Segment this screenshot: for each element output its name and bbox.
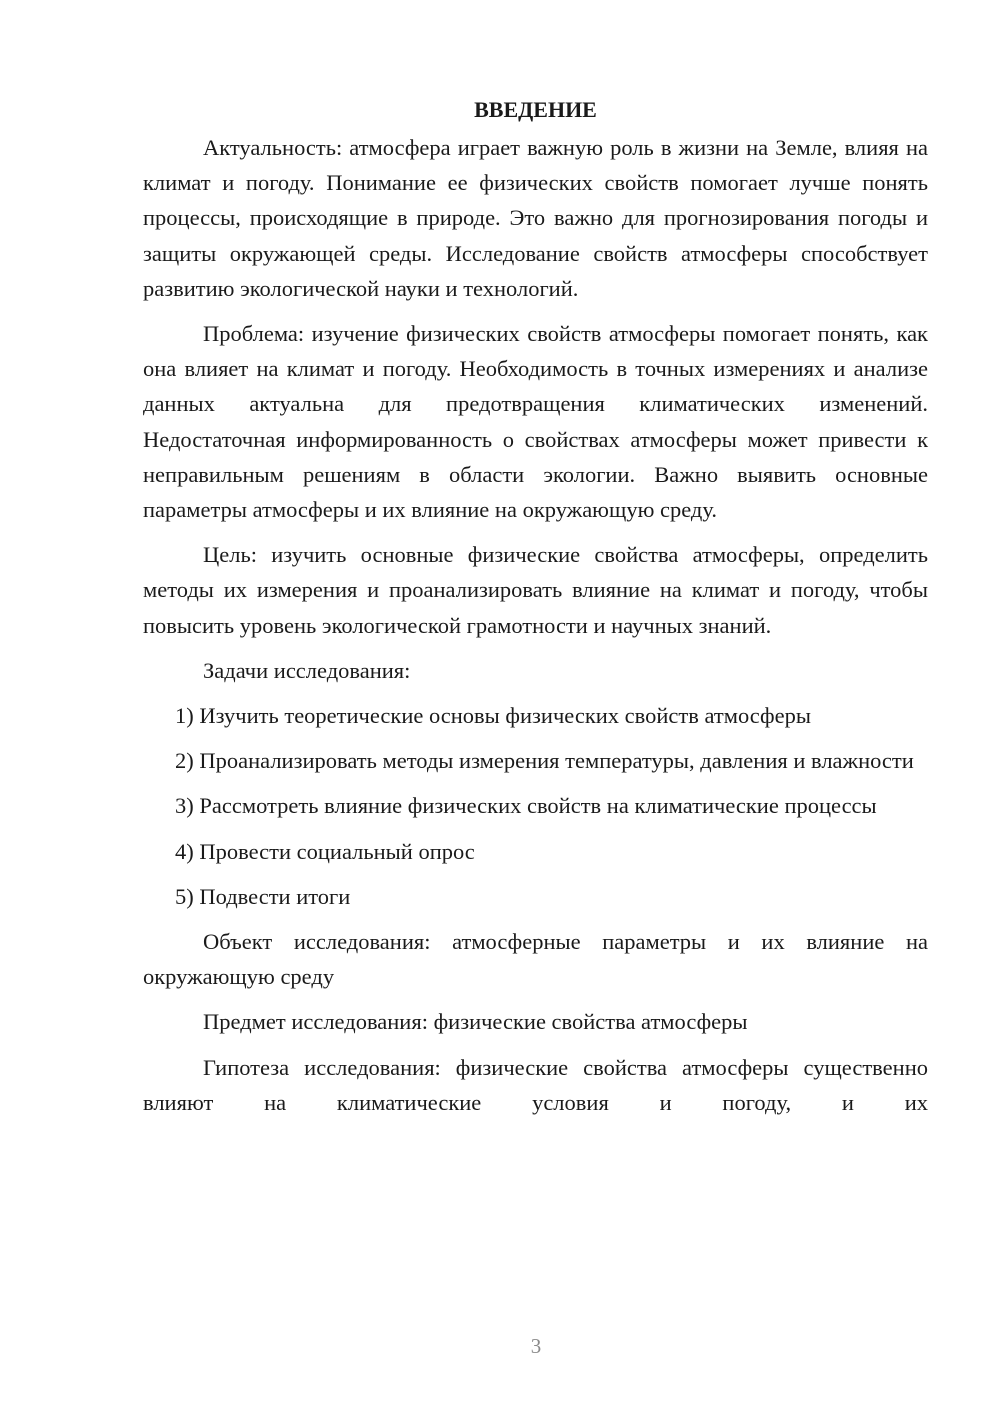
- task-item-2: 2) Проанализировать методы измерения температуры, давления и влажности: [175, 748, 914, 774]
- paragraph-subject: Предмет исследования: физические свойства атмосферы: [203, 1009, 748, 1035]
- task-item-5: 5) Подвести итоги: [175, 883, 351, 909]
- paragraph-problem: Проблема: изучение физических свойств атмосферы помогает понять, как она влияет на климат и погоду. Необходимость в точных измерениях и анализе данных актуальна для предотвращения климатических изменений. Недостаточная информированность о свойствах атмосферы может привести к неправильным решениям в области экологии. Важно выявить основные параметры атмосферы и их влияние на окружающую среду.: [143, 321, 928, 523]
- page-content: [143, 92, 928, 1130]
- tasks-heading: Задачи исследования:: [203, 657, 411, 683]
- section-title: ВВЕДЕНИЕ: [474, 97, 597, 122]
- task-item-1: 1) Изучить теоретические основы физических свойств атмосферы: [175, 703, 811, 729]
- paragraph-goal: Цель: изучить основные физические свойства атмосферы, определить методы их измерения и проанализировать влияние на климат и погоду, чтобы повысить уровень экологической грамотности и научных знаний.: [143, 542, 928, 638]
- paragraph-hypothesis: Гипотеза исследования: физические свойства атмосферы существенно влияют на климатические условия и погоду, и их: [143, 1054, 928, 1115]
- task-item-3: 3) Рассмотреть влияние физических свойств на климатические процессы: [175, 793, 877, 819]
- paragraph-object: Объект исследования: атмосферные параметры и их влияние на окружающую среду: [143, 929, 928, 990]
- page-number: 3: [530, 1334, 542, 1358]
- task-item-4: 4) Провести социальный опрос: [175, 838, 475, 864]
- paragraph-relevance: Актуальность: атмосфера играет важную роль в жизни на Земле, влияя на климат и погоду. Понимание ее физических свойств помогает лучше понять процессы, происходящие в природе. Это важно для прогнозирования погоды и защиты окружающей среды. Исследование свойств атмосферы способствует развитию экологической науки и технологий.: [143, 135, 928, 301]
